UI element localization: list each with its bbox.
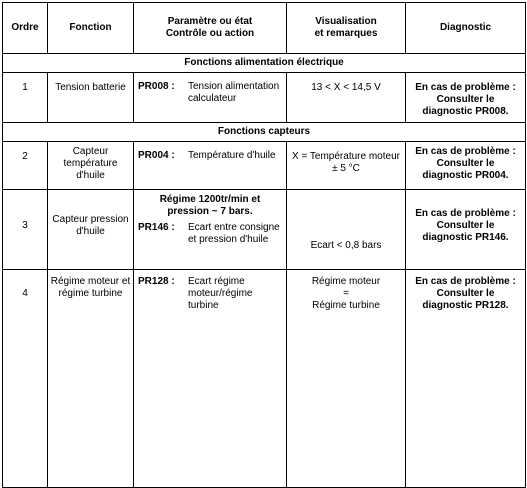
row-parametre [134,73,287,123]
diag-line: En cas de problème : [415,82,516,93]
header-visualisation [287,3,406,54]
diag-line: diagnostic PR008. [422,106,509,117]
row-diagnostic [406,270,526,488]
header-fonction: Fonction [48,3,134,54]
header-diagnostic: Diagnostic [406,3,526,54]
param-code: PR128 : [138,276,175,287]
diag-line: En cas de problème : [415,276,516,287]
header-row [3,3,526,54]
diag-line: En cas de problème : [415,208,516,219]
row-visualisation: 13 < X < 14,5 V [287,73,406,123]
row-fonction: Tension batterie [48,73,134,123]
condition-line: pression ~ 7 bars. [167,206,253,217]
row-visualisation [287,142,406,190]
row-diagnostic [406,73,526,123]
header-visualisation-line1: Visualisation [315,16,377,27]
header-parametre-line2: Contrôle ou action [165,28,255,39]
row-ordre: 2 [3,142,48,190]
section-alimentation: Fonctions alimentation électrique [3,54,526,73]
header-visualisation-line2: et remarques [314,28,378,39]
param-desc: Ecart régime moteur/régime turbine [188,276,253,311]
row-diagnostic [406,142,526,190]
row-ordre: 3 [3,190,48,270]
row-fonction: Capteur pression d'huile [48,190,134,270]
visu-line: Régime moteur [311,276,381,287]
row-parametre [134,190,287,270]
row-parametre [134,270,287,488]
table-row [3,190,526,270]
section-row [3,123,526,142]
diag-line: diagnostic PR146. [422,232,509,243]
row-fonction: Capteur température d'huile [48,142,134,190]
condition [134,190,286,220]
diag-line: diagnostic PR128. [422,300,509,311]
param-desc: Température d'huile [188,150,276,161]
header-parametre [134,3,287,54]
diag-line: Consulter le [436,158,495,169]
row-ordre: 4 [3,270,48,488]
diagnostic-table [2,2,526,488]
visu-line: X = Température moteur [292,151,400,162]
visu-line: = [343,288,349,299]
diag-line: Consulter le [436,220,495,231]
section-capteurs: Fonctions capteurs [3,123,526,142]
condition-line: Régime 1200tr/min et [159,194,261,205]
table-row [3,73,526,123]
row-visualisation [287,270,406,488]
header-parametre-line1: Paramètre ou état [167,16,253,27]
diag-line: En cas de problème : [415,146,516,157]
diag-line: Consulter le [436,94,495,105]
param-code: PR008 : [138,81,175,92]
table-row [3,142,526,190]
param-code: PR146 : [138,222,175,233]
param-desc: Ecart entre consigne et pression d'huile [188,222,280,245]
table-row [3,270,526,488]
row-fonction: Régime moteur et régime turbine [48,270,134,488]
header-ordre: Ordre [3,3,48,54]
diag-line: Consulter le [436,288,495,299]
param-code: PR004 : [138,150,175,161]
section-row [3,54,526,73]
row-diagnostic [406,190,526,270]
visu-line: ± 5 °C [332,163,360,174]
visu-line: Régime turbine [312,300,380,311]
diag-line: diagnostic PR004. [422,170,509,181]
row-parametre [134,142,287,190]
row-visualisation: Ecart < 0,8 bars [287,190,406,270]
row-ordre: 1 [3,73,48,123]
param-desc: Tension alimentation calculateur [188,81,280,104]
